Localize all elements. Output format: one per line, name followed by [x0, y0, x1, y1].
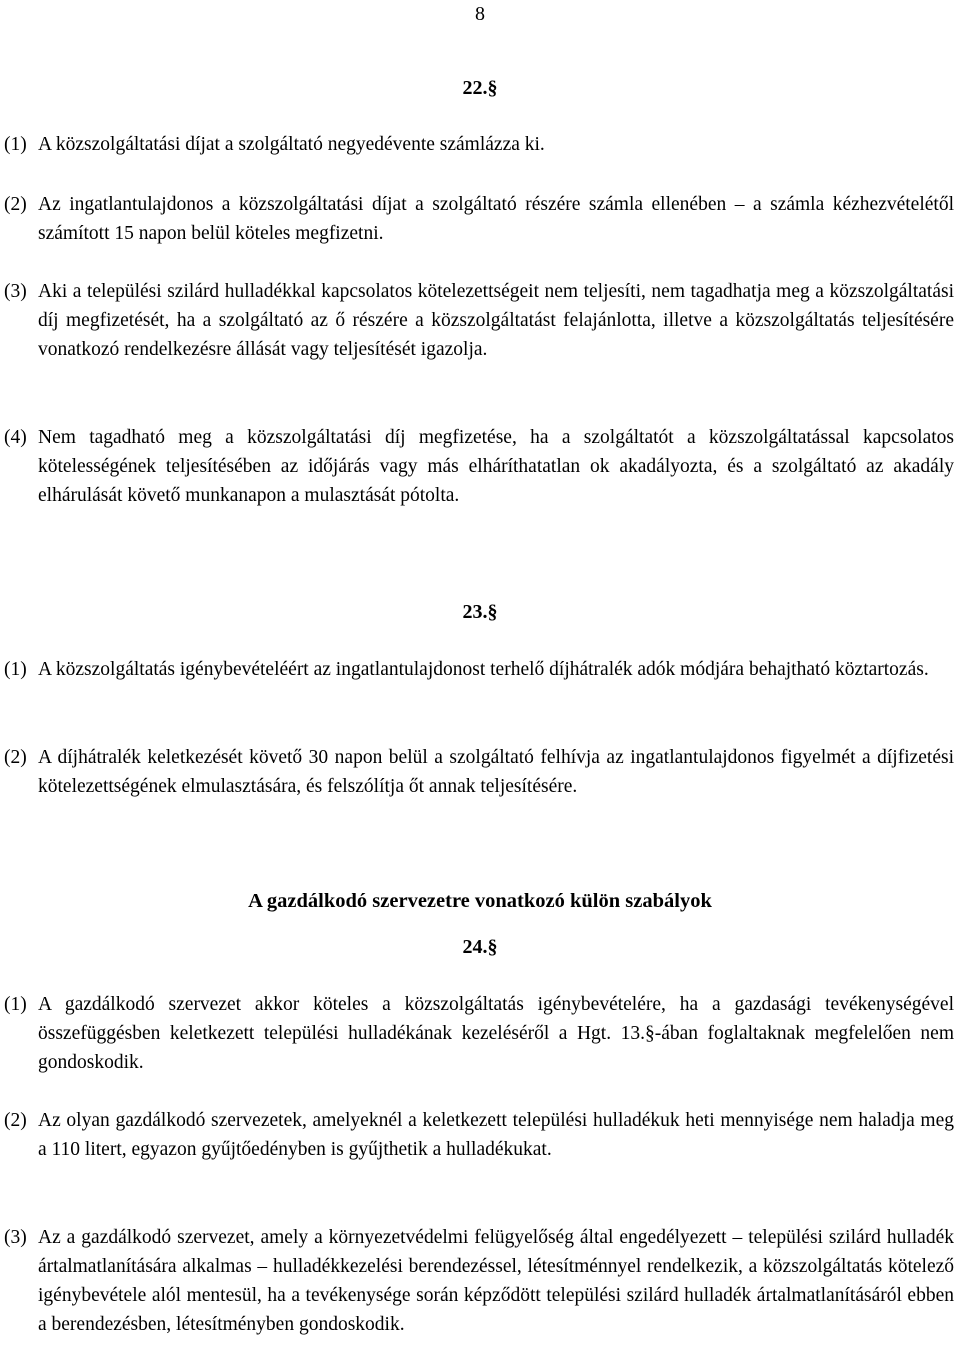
paragraph-24-1: [4, 990, 954, 1077]
paragraph-number: (1): [4, 994, 27, 1015]
section-title-gazdalkodo: A gazdálkodó szervezetre vonatkozó külön szabályok: [248, 890, 712, 912]
paragraph-number: (2): [4, 194, 27, 215]
paragraph-number: (1): [4, 659, 27, 680]
paragraph-number: (3): [4, 281, 27, 302]
section-heading-24: 24.§: [462, 936, 498, 958]
paragraph-number: (3): [4, 1227, 27, 1248]
paragraph-24-2: [4, 1106, 954, 1164]
paragraph-text: A közszolgáltatás igénybevételéért az ingatlantulajdonost terhelő díjhátralék adók módjára behajtható köztartozás.: [38, 659, 929, 680]
paragraph-text: Az ingatlantulajdonos a közszolgáltatási díjat a szolgáltató részére számla ellenében – a számla kézhezvételétől számított 15 napon belül köteles megfizetni.: [38, 194, 954, 244]
section-heading-23: 23.§: [462, 601, 498, 623]
page-number: 8: [475, 3, 485, 25]
paragraph-22-1: [4, 130, 954, 159]
paragraph-text: Aki a települési szilárd hulladékkal kapcsolatos kötelezettségeit nem teljesíti, nem tagadhatja meg a közszolgáltatási díj megfizetését, ha a szolgáltató az ő részére a közszolgáltatást felajánlotta, illetve a közszolgáltatás teljesítésére vonatkozó rendelkezésre állását vagy teljesítését igazolja.: [38, 281, 954, 360]
paragraph-22-3: [4, 277, 954, 364]
paragraph-text: A közszolgáltatási díjat a szolgáltató negyedévente számlázza ki.: [38, 134, 545, 155]
paragraph-24-3: [4, 1223, 954, 1339]
paragraph-text: Nem tagadható meg a közszolgáltatási díj megfizetése, ha a szolgáltatót a közszolgáltatással kapcsolatos kötelességének teljesítésében az időjárás vagy más elháríthatatlan ok akadályozta, és a szolgáltató az akadály elhárulását követő munkanapon a mulasztását pótolta.: [38, 427, 954, 506]
paragraph-number: (4): [4, 427, 27, 448]
paragraph-23-1: [4, 655, 954, 684]
paragraph-22-2: [4, 190, 954, 248]
paragraph-number: (2): [4, 1110, 27, 1131]
paragraph-text: A gazdálkodó szervezet akkor köteles a közszolgáltatás igénybevételére, ha a gazdasági tevékenységével összefüggésben keletkezett települési hulladékának kezeléséről a Hgt. 13.§-ában foglaltaknak megfelelően nem gondoskodik.: [38, 994, 954, 1073]
paragraph-23-2: [4, 743, 954, 801]
paragraph-number: (1): [4, 134, 27, 155]
paragraph-text: A díjhátralék keletkezését követő 30 napon belül a szolgáltató felhívja az ingatlantulajdonos figyelmét a díjfizetési kötelezettségének elmulasztására, és felszólítja őt annak teljesítésére.: [38, 747, 954, 797]
paragraph-22-4: [4, 423, 954, 510]
paragraph-text: Az a gazdálkodó szervezet, amely a környezetvédelmi felügyelőség által engedélyezett – települési szilárd hulladék ártalmatlanítására alkalmas – hulladékkezelési berendezéssel, létesítménnyel rendelkezik, a közszolgáltatás kötelező igénybevétele alól mentesül, ha a tevékenysége során képződött települési szilárd hulladék ártalmatlanításáról ebben a berendezésben, létesítményben gondoskodik.: [38, 1227, 954, 1335]
section-heading-22: 22.§: [462, 77, 498, 99]
paragraph-number: (2): [4, 747, 27, 768]
paragraph-text: Az olyan gazdálkodó szervezetek, amelyeknél a keletkezett települési hulladékuk heti mennyisége nem haladja meg a 110 litert, egyazon gyűjtőedényben is gyűjthetik a hulladékukat.: [38, 1110, 954, 1160]
